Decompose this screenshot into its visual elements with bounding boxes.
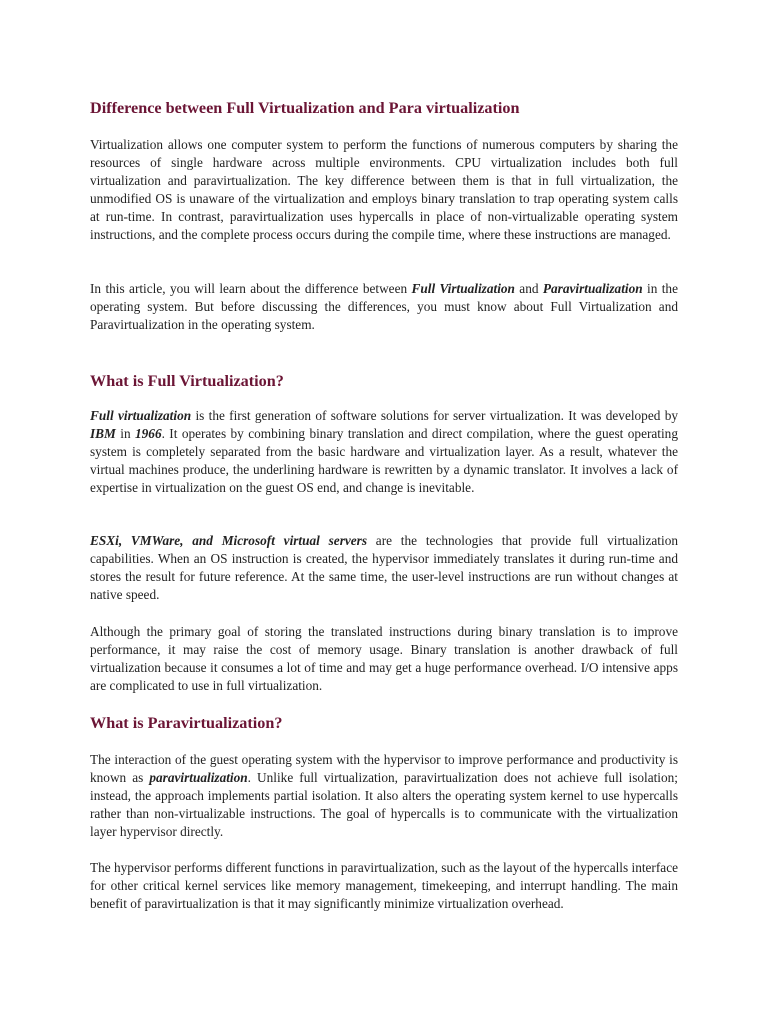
para-p1-text-a: The interaction of the guest operating system with the hypervisor to improve performance and productivity is known as — [90, 752, 678, 785]
term-paravirtualization-def: paravirtualization — [149, 770, 248, 785]
full-p1-text-in: in — [115, 426, 135, 441]
term-year: 1966 — [135, 426, 162, 441]
para-p1-text-b: . Unlike full virtualization, paravirtualization does not achieve full isolation; instead, the approach implements partial isolation. It also alters the operating system kernel to use hypercalls rather than non-virtualizable instructions. The goal of hypercalls is to communicate with the virtualization layer hypervisor directly. — [90, 770, 678, 839]
term-full-virtualization-def: Full virtualization — [90, 408, 192, 423]
page-title: Difference between Full Virtualization and Para virtualization — [90, 99, 520, 117]
full-p2-text: are the technologies that provide full virtualization capabilities. When an OS instruction is created, the hypervisor immediately translates it during run-time and stores the result for future reference. At the same time, the user-level instructions are run without changes at native speed. — [90, 533, 678, 602]
intro-paragraph-2 — [90, 280, 678, 334]
paravirtualization-paragraph-1 — [90, 751, 678, 841]
term-ibm: IBM — [90, 426, 116, 441]
term-technologies: ESXi, VMWare, and Microsoft virtual servers — [90, 533, 368, 548]
term-paravirtualization: Paravirtualization — [542, 281, 643, 296]
full-virtualization-paragraph-3: Although the primary goal of storing the translated instructions during binary translation is to improve performance, it may raise the cost of memory usage. Binary translation is another drawback of full virtualization because it consumes a lot of time and may get a huge performance overhead. I/O intensive apps are complicated to use in full virtualization. — [90, 624, 678, 693]
full-p1-text-b: . It operates by combining binary translation and direct compilation, where the guest operating system is completely separated from the basic hardware and virtualization layer. As a result, whatever the virtual machines produce, the underlining hardware is rewritten by a dynamic translator. It involves a lack of expertise in virtualization on the guest OS end, and change is inevitable. — [90, 426, 678, 495]
full-virtualization-paragraph-1 — [90, 407, 678, 497]
paravirtualization-paragraph-2: The hypervisor performs different functions in paravirtualization, such as the layout of the hypercalls interface for other critical kernel services like memory management, timekeeping, and interrupt handling. The main benefit of paravirtualization is that it may significantly minimize virtualization overhead. — [90, 860, 678, 911]
term-full-virtualization: Full Virtualization — [411, 281, 515, 296]
intro-p2-text-b: and — [514, 281, 543, 296]
full-virtualization-paragraph-2 — [90, 532, 678, 604]
intro-p2-text-c: in the operating system. But before discussing the differences, you must know about Full Virtualization and Paravirtualization in the operating system. — [90, 281, 678, 332]
heading-paravirtualization: What is Paravirtualization? — [90, 714, 283, 732]
intro-p2-text-a: In this article, you will learn about the difference between — [90, 281, 412, 296]
intro-paragraph-1: Virtualization allows one computer system to perform the functions of numerous computers by sharing the resources of single hardware across multiple environments. CPU virtualization includes both full virtualization and paravirtualization. The key difference between them is that in full virtualization, the unmodified OS is unaware of the virtualization and employs binary translation to trap operating system calls at run-time. In contrast, paravirtualization uses hypercalls in place of non-virtualizable operating system instructions, and the complete process occurs during the compile time, where these instructions are managed. — [90, 137, 678, 242]
full-p1-text-a: is the first generation of software solutions for server virtualization. It was developed by — [191, 408, 678, 423]
heading-full-virtualization: What is Full Virtualization? — [90, 372, 284, 390]
